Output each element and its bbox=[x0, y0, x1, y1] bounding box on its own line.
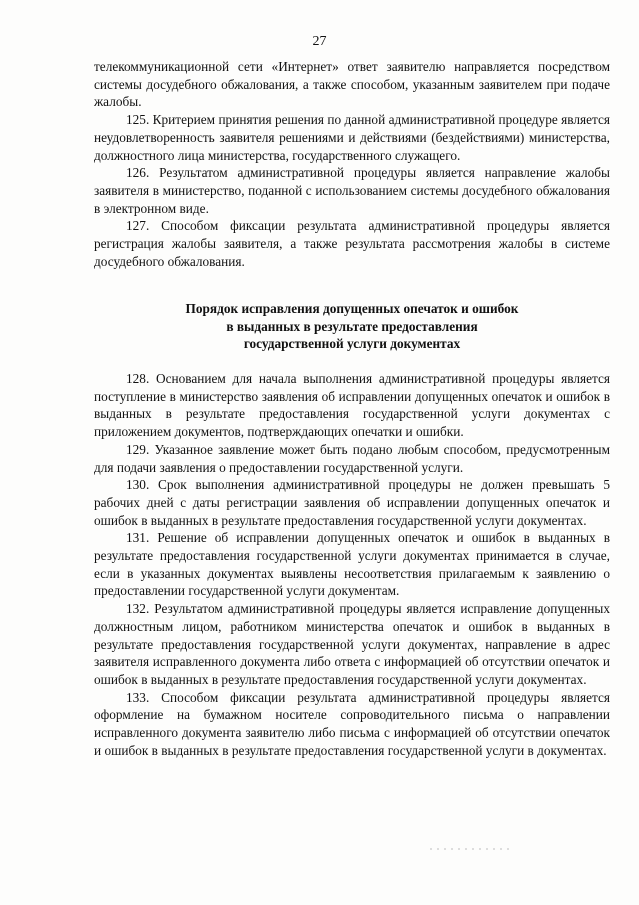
section-heading-line-2: в выданных в результате предоставления bbox=[226, 318, 478, 334]
section-heading-line-1: Порядок исправления допущенных опечаток и ошибок bbox=[185, 301, 519, 316]
top-text-block bbox=[94, 58, 610, 270]
paragraph-125: 125. Критерием принятия решения по данной административной процедуре является неудовлетворенность заявителя решениями и действиями (бездействиями) министерства, должностного лица министерства, государственного служащего. bbox=[94, 112, 610, 163]
page-number: 27 bbox=[312, 34, 327, 49]
paragraph-128: 128. Основанием для начала выполнения административной процедуры является поступление в министерство заявления об исправлении допущенных опечаток и ошибок в выданных в результате предоставления государственной услуги документах с приложением документов, подтверждающих опечатки и ошибки. bbox=[94, 371, 610, 440]
paragraph-continuation: телекоммуникационной сети «Интернет» ответ заявителю направляется посредством системы досудебного обжалования, а также способом, указанным заявителем при подаче жалобы. bbox=[94, 59, 610, 110]
paragraph-131: 131. Решение об исправлении допущенных опечаток и ошибок в выданных в результате предоставления государственной услуги документах принимается в случае, если в указанных документах выявлены несоответствия прилагаемым к заявлению о предоставлении государственной услуги документам. bbox=[94, 530, 610, 599]
paragraph-133: 133. Способом фиксации результата административной процедуры является оформление на бумажном носителе сопроводительного письма о направлении исправленного документа заявителю либо письма с информацией об отсутствии опечаток и ошибок в выданных в результате предоставления государственной услуги в документах. bbox=[94, 689, 610, 758]
scan-artifact bbox=[430, 848, 510, 850]
section-heading bbox=[94, 300, 610, 353]
paragraph-130: 130. Срок выполнения административной процедуры не должен превышать 5 рабочих дней с даты регистрации заявления об исправлении допущенных опечаток и ошибок в выданных в результате предоставления государственной услуги документах. bbox=[94, 477, 610, 528]
paragraph-129: 129. Указанное заявление может быть подано любым способом, предусмотренным для подачи заявления о предоставлении государственной услуги. bbox=[94, 441, 610, 475]
section-heading-line-3: государственной услуги документах bbox=[243, 336, 461, 352]
bottom-text-block bbox=[94, 370, 610, 759]
paragraph-132: 132. Результатом административной процедуры является исправление допущенных должностным лицом, работником министерства опечаток и ошибок в выданных в результате предоставления государственной услуги документах, направление в адрес заявителя исправленного документа либо ответа с информацией об отсутствии опечаток и ошибок в выданных в результате предоставления государственной услуги документах. bbox=[94, 601, 610, 687]
paragraph-126: 126. Результатом административной процедуры является направление жалобы заявителя в министерство, поданной с использованием системы досудебного обжалования в электронном виде. bbox=[94, 165, 610, 216]
paragraph-127: 127. Способом фиксации результата административной процедуры является регистрация жалобы заявителя, а также результата рассмотрения жалобы в системе досудебного обжалования. bbox=[94, 218, 610, 269]
